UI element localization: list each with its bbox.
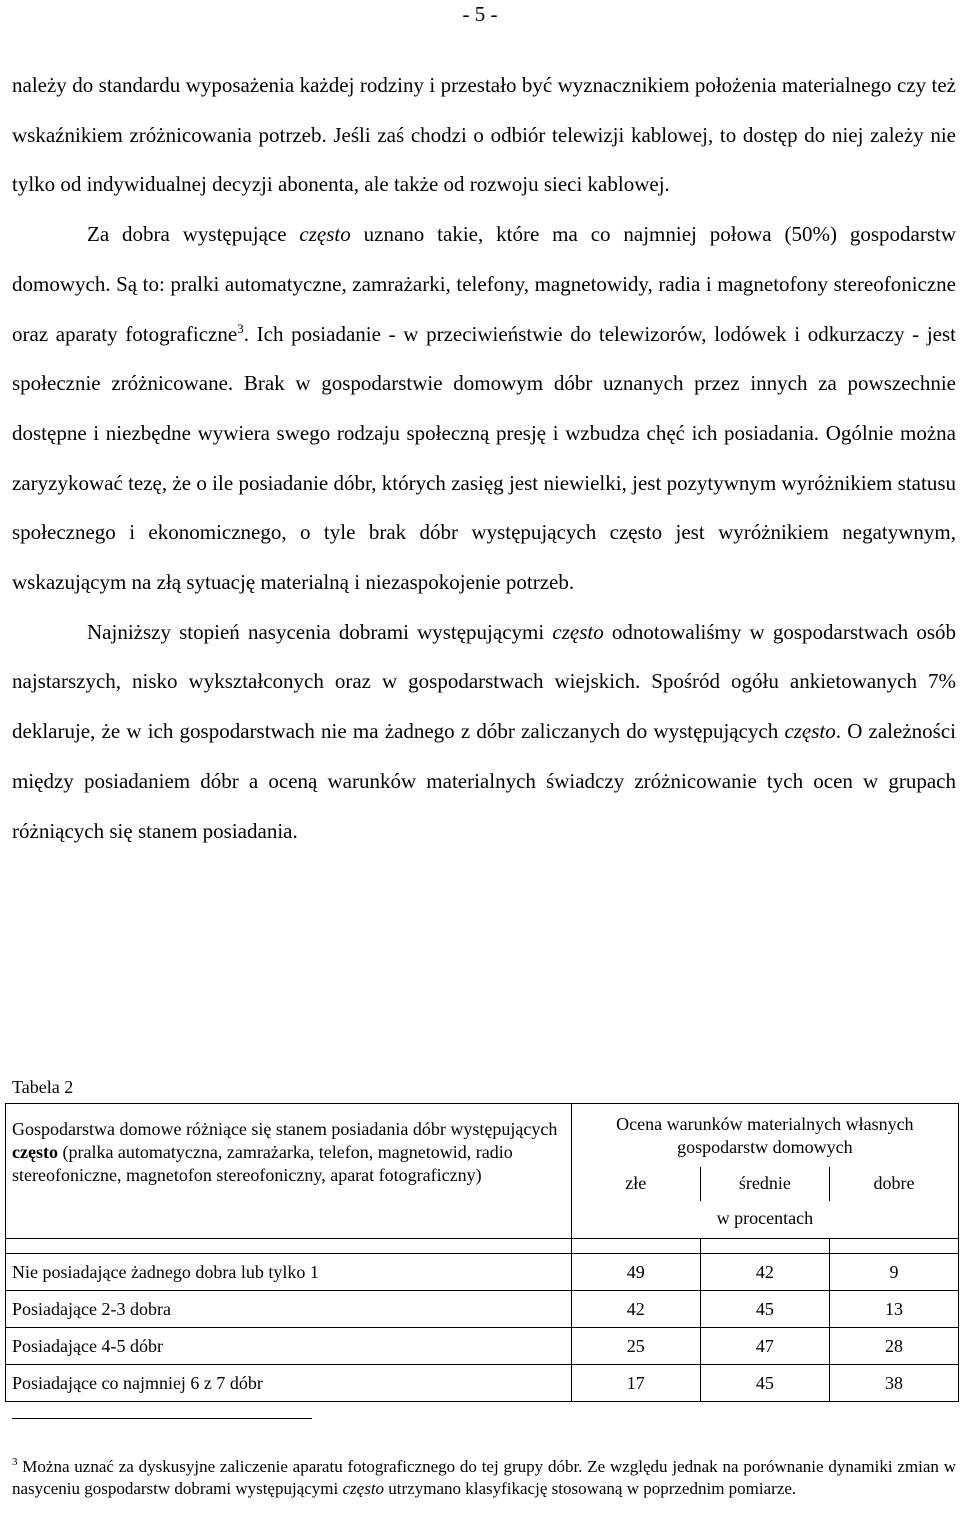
cell-srednie: 45: [700, 1291, 829, 1328]
paragraph-3-text: Najniższy stopień nasycenia dobrami występującymi: [87, 619, 553, 644]
emphasis-czesto: często: [552, 619, 604, 644]
page-number: - 5 -: [462, 2, 498, 26]
cell-dobre: 38: [829, 1365, 958, 1402]
paragraph-2: [12, 210, 956, 608]
column-header-zle: złe: [571, 1167, 700, 1202]
column-header-srednie: średnie: [738, 1173, 791, 1194]
emphasis-czesto: często: [784, 719, 836, 744]
paragraph-2-text: uznano takie, które ma co najmniej połowa (50%) gospodarstw domowych. Są to: pralki automatyczne, zamrażarki, telefony, magnetowidy, radia i magnetofony stereofoniczne oraz aparaty fotograficzne: [12, 222, 956, 346]
table-label: Tabela 2: [12, 1077, 74, 1097]
cell-zle: 49: [571, 1254, 700, 1291]
footnote-text: utrzymano klasyfikację stosowaną w poprzednim pomiarze.: [384, 1479, 797, 1498]
paragraph-1: należy do standardu wyposażenia każdej rodziny i przestało być wyznacznikiem położenia materialnego czy też wskaźnikiem zróżnicowania potrzeb. Jeśli zaś chodzi o odbiór telewizji kablowej, to dostęp do niej zależy nie tylko od indywidualnej decyzji abonenta, ale także od rozwoju sieci kablowej.: [12, 73, 956, 197]
column-header-dobre: dobre: [829, 1167, 958, 1202]
cell-dobre: 28: [829, 1328, 958, 1365]
table-row: [6, 1328, 959, 1365]
row-label: Nie posiadające żadnego dobra lub tylko 1: [6, 1254, 572, 1291]
body-text: [12, 61, 956, 856]
footnote-separator: [12, 1418, 312, 1419]
table-row: [6, 1291, 959, 1328]
table-header-left: [6, 1104, 572, 1239]
data-table: [5, 1103, 959, 1402]
table-header-right: Ocena warunków materialnych własnych gospodarstw domowych: [571, 1104, 958, 1167]
footnote-number: 3: [12, 1456, 18, 1468]
table-row: [6, 1365, 959, 1402]
table-spacer: [6, 1239, 959, 1254]
paragraph-2-text: . Ich posiadanie - w przeciwieństwie do telewizorów, lodówek i odkurzaczy - jest społecznie zróżnicowane. Brak w gospodarstwie domowym dóbr uznanych przez innych za powszechnie dostępne i niezbędne wywiera swego rodzaju społeczną presję i wzbudza chęć ich posiadania. Ogólnie można zaryzykować tezę, że o ile posiadanie dóbr, których zasięg jest niewielki, jest pozytywnym wyróżnikiem statusu społecznego i ekonomicznego, o tyle brak dóbr występujących często jest wyróżnikiem negatywnym, wskazującym na złą sytuację materialną i niezaspokojenie potrzeb.: [12, 321, 956, 595]
cell-srednie: 47: [700, 1328, 829, 1365]
row-label: Posiadające 4-5 dóbr: [6, 1328, 572, 1365]
footnote-emphasis: często: [342, 1479, 385, 1498]
cell-zle: 25: [571, 1328, 700, 1365]
cell-dobre: 13: [829, 1291, 958, 1328]
paragraph-3: [12, 608, 956, 857]
paragraph-2-text: Za dobra występujące: [87, 222, 300, 247]
footnote: [12, 1456, 956, 1500]
header-left-text: (pralka automatyczna, zamrażarka, telefon, magnetowid, radio stereofoniczne, magnetofon stereofoniczny, aparat fotograficzny): [12, 1142, 513, 1185]
cell-srednie: 42: [700, 1254, 829, 1291]
footnote-text: Można uznać za dyskusyjne zaliczenie aparatu fotograficznego do tej grupy dóbr. Ze względu jednak na porównanie dynamiki zmian w nasyceniu gospodarstw dobrami występującymi: [12, 1457, 956, 1498]
paragraph-3-text: . O zależności między posiadaniem dóbr a oceną warunków materialnych świadczy zróżnicowanie tych ocen w grupach różniących się stanem posiadania.: [12, 719, 956, 843]
unit-label: w procentach: [571, 1201, 958, 1238]
emphasis-czesto: często: [299, 222, 351, 247]
table-row: [6, 1254, 959, 1291]
cell-zle: 17: [571, 1365, 700, 1402]
paragraph-3-text: odnotowaliśmy w gospodarstwach osób najstarszych, nisko wykształconych oraz w gospodarstwach wiejskich. Spośród ogółu ankietowanych 7% deklaruje, że w ich gospodarstwach nie ma żadnego z dóbr zaliczanych do występujących: [12, 619, 956, 744]
row-label: Posiadające co najmniej 6 z 7 dóbr: [6, 1365, 572, 1402]
header-left-text: Gospodarstwa domowe różniące się stanem posiadania dóbr występujących: [12, 1119, 558, 1139]
cell-zle: 42: [571, 1291, 700, 1328]
row-label: Posiadające 2-3 dobra: [6, 1291, 572, 1328]
cell-srednie: 45: [700, 1365, 829, 1402]
header-left-emphasis: często: [12, 1142, 58, 1162]
cell-dobre: 9: [829, 1254, 958, 1291]
footnote-ref[interactable]: 3: [237, 320, 244, 336]
